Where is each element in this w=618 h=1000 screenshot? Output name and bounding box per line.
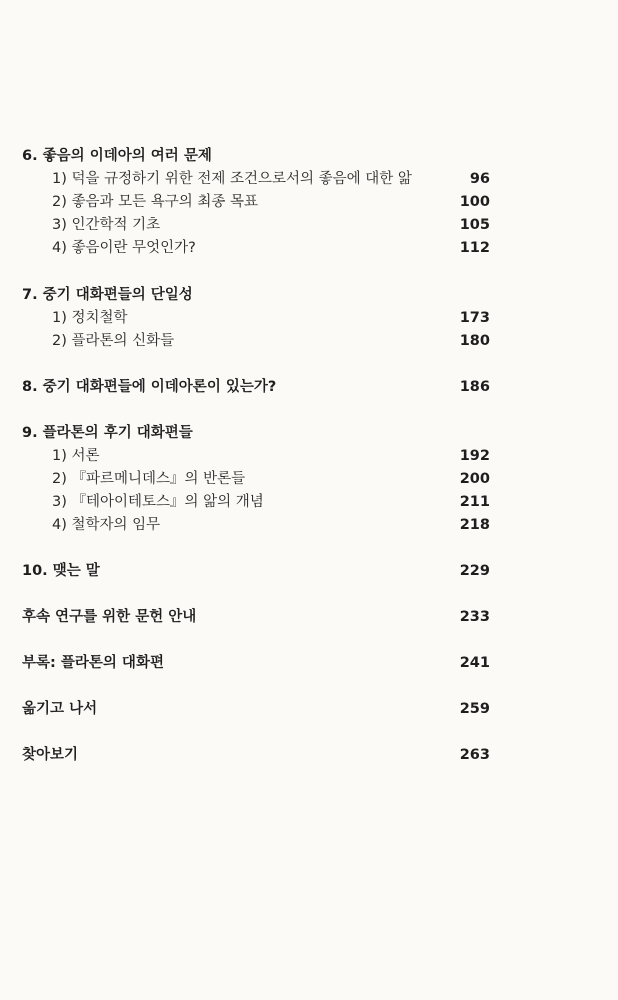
page-number: 192 [459, 448, 490, 464]
chapter-title: 6. 좋음의 이데아의 여러 문제 [22, 148, 212, 164]
appendix-heading [0, 651, 618, 675]
page-number: 233 [459, 609, 490, 625]
entry-label: 2) 『파르메니데스』의 반론들 [52, 471, 246, 487]
page-number: 96 [469, 171, 490, 187]
toc-entry [0, 513, 618, 537]
chapter-title: 10. 맺는 말 [22, 563, 100, 579]
page-number: 100 [459, 194, 490, 210]
section-title: 후속 연구를 위한 문헌 안내 [22, 609, 197, 625]
page-number: 229 [459, 563, 490, 579]
entry-label: 1) 덕을 규정하기 위한 전제 조건으로서의 좋음에 대한 앎 [52, 171, 412, 187]
section-title: 찾아보기 [22, 747, 79, 763]
chapter-title: 8. 중기 대화편들에 이데아론이 있는가? [22, 379, 277, 395]
entry-label: 3) 인간학적 기초 [52, 217, 161, 233]
chapter-title: 7. 중기 대화편들의 단일성 [22, 287, 193, 303]
page-number: 105 [459, 217, 490, 233]
page-number: 259 [459, 701, 490, 717]
chapter-title: 9. 플라톤의 후기 대화편들 [22, 425, 193, 441]
page-number: 241 [459, 655, 490, 671]
toc-entry [0, 444, 618, 468]
toc-entry [0, 190, 618, 214]
toc-entry [0, 236, 618, 260]
toc-entry [0, 467, 618, 491]
section-title: 부록: 플라톤의 대화편 [22, 655, 164, 671]
entry-label: 4) 철학자의 임무 [52, 517, 161, 533]
toc-entry [0, 490, 618, 514]
page-number: 218 [459, 517, 490, 533]
entry-label: 1) 정치철학 [52, 310, 128, 326]
chapter-7-heading [0, 283, 618, 307]
toc-entry [0, 306, 618, 330]
index-heading [0, 743, 618, 767]
chapter-8-heading [0, 375, 618, 399]
page-number: 211 [459, 494, 490, 510]
chapter-10-heading [0, 559, 618, 583]
page-number: 112 [459, 240, 490, 256]
toc-entry [0, 167, 618, 191]
page-number: 186 [459, 379, 490, 395]
guide-heading [0, 605, 618, 629]
chapter-6-heading [0, 144, 618, 168]
page-number: 180 [459, 333, 490, 349]
toc-entry [0, 213, 618, 237]
entry-label: 3) 『테아이테토스』의 앎의 개념 [52, 494, 264, 510]
afterword-heading [0, 697, 618, 721]
entry-label: 1) 서론 [52, 448, 100, 464]
chapter-9-heading [0, 421, 618, 445]
entry-label: 2) 플라톤의 신화들 [52, 333, 175, 349]
entry-label: 4) 좋음이란 무엇인가? [52, 240, 196, 256]
page-number: 200 [459, 471, 490, 487]
entry-label: 2) 좋음과 모든 욕구의 최종 목표 [52, 194, 259, 210]
page-number: 173 [459, 310, 490, 326]
toc-entry [0, 329, 618, 353]
page-number: 263 [459, 747, 490, 763]
section-title: 옮기고 나서 [22, 701, 98, 717]
